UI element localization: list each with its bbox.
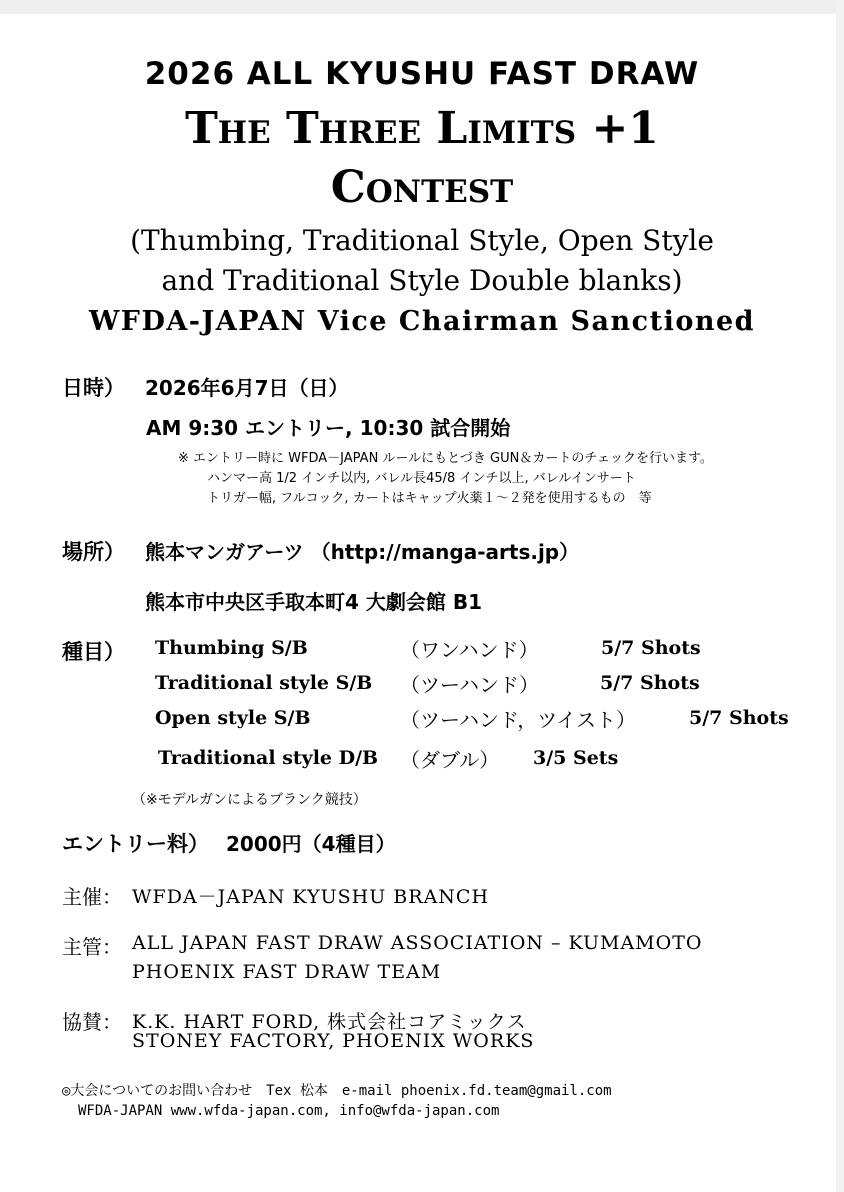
check-note-line2: ハンマー高 1/2 インチ以内, バレル長45/8 インチ以上, バレルインサート	[207, 471, 636, 486]
event-shots: 5/7 Shots	[601, 637, 701, 659]
subtitle-line2: and Traditional Style Double blanks)	[161, 264, 683, 297]
event-date: 2026年6月7日（日）	[145, 376, 349, 400]
event-name: Traditional style S/B	[155, 672, 373, 694]
events-label: 種目）	[62, 640, 125, 664]
organizer-value-line2: PHOENIX FAST DRAW TEAM	[132, 961, 442, 983]
event-style: （ワンハンド）	[400, 638, 539, 662]
host-value: WFDA－JAPAN KYUSHU BRANCH	[132, 886, 490, 908]
host-label: 主催：	[62, 885, 122, 909]
event-name: Thumbing S/B	[155, 637, 308, 659]
event-shots: 5/7 Shots	[689, 707, 789, 729]
event-time: AM 9:30 エントリー, 10:30 試合開始	[146, 416, 511, 440]
organizer-label: 主管：	[62, 935, 122, 959]
event-style: （ツーハンド）	[400, 673, 539, 697]
sponsor-value-line2: STONEY FACTORY, PHOENIX WORKS	[132, 1030, 535, 1052]
venue-name: 熊本マンガアーツ （http://manga-arts.jp）	[145, 540, 580, 564]
contest-title-line1: The Three Limits +1	[185, 103, 659, 154]
event-style: （ツーハンド，ツイスト）	[400, 708, 636, 732]
event-shots: 5/7 Shots	[600, 672, 700, 694]
fee-value: 2000円（4種目）	[226, 832, 396, 856]
datetime-label: 日時）	[62, 376, 125, 400]
sanction-line: WFDA-JAPAN Vice Chairman Sanctioned	[88, 306, 756, 337]
event-name: Open style S/B	[155, 707, 311, 729]
contest-title-line2: Contest	[330, 162, 514, 213]
top-edge	[0, 0, 844, 14]
venue-label: 場所）	[62, 540, 125, 564]
event-name: Traditional style D/B	[158, 747, 379, 769]
events-note: （※モデルガンによるブランク競技）	[132, 792, 367, 808]
sponsor-label: 協賛：	[62, 1010, 122, 1034]
check-note-line3: トリガー幅, フルコック, カートはキャップ火薬１～２発を使用するもの 等	[207, 491, 652, 506]
event-year-title: 2026 ALL KYUSHU FAST DRAW	[144, 56, 700, 92]
subtitle-line1: (Thumbing, Traditional Style, Open Style	[130, 224, 714, 257]
event-style: （ダブル）	[400, 748, 500, 772]
fee-label: エントリー料）	[62, 832, 209, 856]
organizer-value-line1: ALL JAPAN FAST DRAW ASSOCIATION – KUMAMOTO	[132, 932, 703, 954]
event-shots: 3/5 Sets	[533, 747, 619, 769]
wfda-contact-line: WFDA-JAPAN www.wfda-japan.com, info@wfda-japan.com	[78, 1103, 500, 1119]
venue-address: 熊本市中央区手取本町4 大劇会館 B1	[145, 590, 483, 614]
check-note-line1: ※ エントリー時に WFDA－JAPAN ルールにもとづき GUN＆カートのチェックを行います。	[178, 451, 713, 466]
sponsor-value-line1: K.K. HART FORD, 株式会社コアミックス	[132, 1011, 527, 1033]
contact-line: ◎大会についてのお問い合わせ Tex 松本 e-mail phoenix.fd.team@gmail.com	[62, 1083, 612, 1099]
